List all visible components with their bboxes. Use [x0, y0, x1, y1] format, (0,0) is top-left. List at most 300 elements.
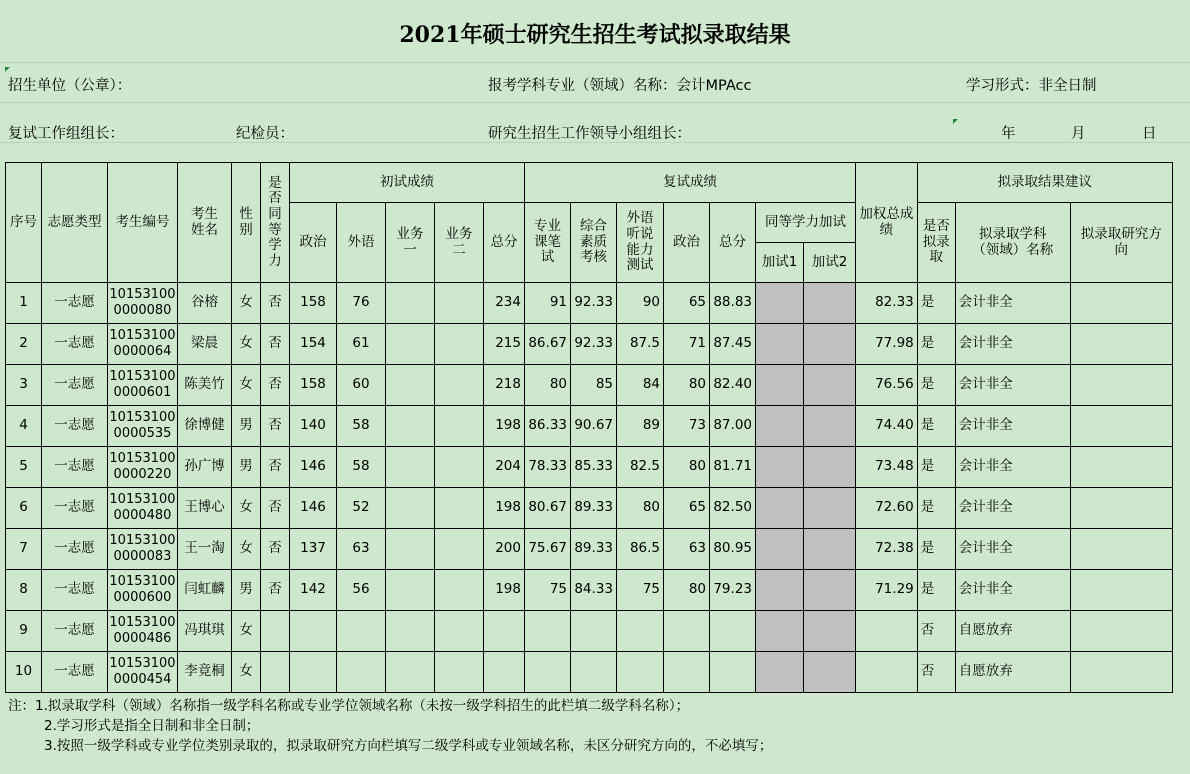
col-header-admit-major [955, 203, 1070, 283]
row-exam-id [108, 283, 178, 324]
table-row [6, 529, 1173, 570]
row-biz2 [435, 611, 484, 652]
row-retest-total: 82.50 [710, 488, 756, 529]
row-quality [571, 611, 617, 652]
col-header-biz2-text: 业务二 [445, 225, 473, 258]
row-weighted: 76.56 [856, 365, 918, 406]
exam-id-part-2: 0000083 [113, 549, 172, 564]
col-header-quality [571, 203, 617, 283]
row-written [525, 652, 571, 693]
table-row [6, 406, 1173, 447]
row-add2 [804, 611, 856, 652]
row-type: 一志愿 [42, 365, 108, 406]
row-written: 80 [525, 365, 571, 406]
row-total [484, 652, 525, 693]
row-politics: 158 [290, 283, 337, 324]
row-no: 4 [6, 406, 42, 447]
exam-id-part-2: 0000601 [113, 385, 172, 400]
row-admit-direction [1070, 406, 1172, 447]
table-row [6, 570, 1173, 611]
row-politics: 137 [290, 529, 337, 570]
row-equiv: 否 [261, 488, 290, 529]
row-name: 梁晨 [178, 324, 232, 365]
row-equiv: 否 [261, 283, 290, 324]
row-written: 86.33 [525, 406, 571, 447]
row-admit: 否 [917, 611, 955, 652]
row-gender: 女 [232, 488, 261, 529]
row-written: 86.67 [525, 324, 571, 365]
table-row [6, 324, 1173, 365]
sheet-gridline [0, 62, 1190, 63]
row-admit-major: 会计非全 [955, 488, 1070, 529]
row-equiv [261, 652, 290, 693]
row-gender: 女 [232, 611, 261, 652]
row-admit: 否 [917, 652, 955, 693]
row-retest-politics [664, 611, 710, 652]
row-admit: 是 [917, 488, 955, 529]
row-retest-total: 81.71 [710, 447, 756, 488]
col-header-politics: 政治 [290, 203, 337, 283]
col-header-retest-total: 总分 [710, 203, 756, 283]
row-listening: 90 [617, 283, 664, 324]
exam-id-part-1: 10153100 [109, 492, 176, 508]
row-admit-major: 自愿放弃 [955, 652, 1070, 693]
row-gender: 女 [232, 529, 261, 570]
row-listening: 80 [617, 488, 664, 529]
row-biz1 [386, 611, 435, 652]
row-retest-total: 79.23 [710, 570, 756, 611]
row-foreign: 56 [337, 570, 386, 611]
col-header-admit [917, 203, 955, 283]
row-total: 218 [484, 365, 525, 406]
row-admit-major: 会计非全 [955, 283, 1070, 324]
col-header-exam-id: 考生编号 [108, 163, 178, 283]
row-biz1 [386, 529, 435, 570]
col-header-name-text: 考生姓名 [191, 205, 218, 238]
row-admit-direction [1070, 283, 1172, 324]
row-add2 [804, 652, 856, 693]
row-weighted: 71.29 [856, 570, 918, 611]
exam-id-part-1: 10153100 [109, 328, 176, 344]
row-add1 [756, 570, 804, 611]
row-politics: 146 [290, 488, 337, 529]
col-header-listening-text: 外语听说能力测试 [626, 210, 654, 274]
exam-id-part-1: 10153100 [109, 615, 176, 631]
row-listening: 87.5 [617, 324, 664, 365]
exam-id-part-1: 10153100 [109, 574, 176, 590]
row-retest-politics: 80 [664, 447, 710, 488]
row-written [525, 611, 571, 652]
row-admit: 是 [917, 570, 955, 611]
row-retest-total [710, 611, 756, 652]
col-header-weighted-text: 加权总成绩 [859, 205, 914, 238]
row-name: 王博心 [178, 488, 232, 529]
row-exam-id [108, 570, 178, 611]
row-name: 徐博健 [178, 406, 232, 447]
row-exam-id [108, 365, 178, 406]
row-equiv [261, 611, 290, 652]
col-header-written-text: 专业课笔试 [534, 218, 561, 266]
row-politics: 154 [290, 324, 337, 365]
row-equiv: 否 [261, 447, 290, 488]
col-header-retest-politics: 政治 [664, 203, 710, 283]
col-group-initial: 初试成绩 [290, 163, 525, 203]
row-no: 2 [6, 324, 42, 365]
row-no: 1 [6, 283, 42, 324]
row-total: 215 [484, 324, 525, 365]
row-no: 8 [6, 570, 42, 611]
row-gender: 女 [232, 324, 261, 365]
row-listening: 84 [617, 365, 664, 406]
row-quality [571, 652, 617, 693]
row-admit-direction [1070, 447, 1172, 488]
row-retest-total: 80.95 [710, 529, 756, 570]
row-listening: 89 [617, 406, 664, 447]
panel-leader-label: 复试工作组组长： [8, 126, 124, 142]
row-type: 一志愿 [42, 324, 108, 365]
table-row [6, 283, 1173, 324]
row-type: 一志愿 [42, 611, 108, 652]
row-admit-major: 会计非全 [955, 529, 1070, 570]
row-admit-direction [1070, 324, 1172, 365]
col-header-equiv [261, 163, 290, 283]
row-listening: 75 [617, 570, 664, 611]
col-header-biz2 [435, 203, 484, 283]
row-weighted: 82.33 [856, 283, 918, 324]
row-name: 孙广博 [178, 447, 232, 488]
exam-id-part-1: 10153100 [109, 451, 176, 467]
row-quality: 84.33 [571, 570, 617, 611]
row-politics [290, 652, 337, 693]
row-retest-total: 82.40 [710, 365, 756, 406]
col-header-type: 志愿类型 [42, 163, 108, 283]
row-biz1 [386, 283, 435, 324]
row-name: 闫虹麟 [178, 570, 232, 611]
row-type: 一志愿 [42, 283, 108, 324]
row-written: 75.67 [525, 529, 571, 570]
col-header-add2: 加试2 [804, 243, 856, 283]
col-header-no: 序号 [6, 163, 42, 283]
row-gender: 男 [232, 406, 261, 447]
col-header-biz1 [386, 203, 435, 283]
row-add2 [804, 406, 856, 447]
row-type: 一志愿 [42, 652, 108, 693]
col-header-admit-text: 是否拟录取 [922, 218, 950, 266]
col-header-equiv-text: 是否同等学力 [268, 174, 282, 269]
row-written: 75 [525, 570, 571, 611]
row-exam-id [108, 447, 178, 488]
row-admit-major: 会计非全 [955, 406, 1070, 447]
col-header-quality-text: 综合素质考核 [580, 218, 607, 266]
row-no: 7 [6, 529, 42, 570]
row-add1 [756, 324, 804, 365]
row-foreign [337, 611, 386, 652]
row-equiv: 否 [261, 365, 290, 406]
row-biz2 [435, 488, 484, 529]
row-add2 [804, 529, 856, 570]
exam-id-part-2: 0000454 [113, 672, 172, 687]
row-foreign [337, 652, 386, 693]
row-foreign: 52 [337, 488, 386, 529]
row-retest-total [710, 652, 756, 693]
row-gender: 女 [232, 652, 261, 693]
row-add2 [804, 283, 856, 324]
row-biz1 [386, 652, 435, 693]
row-retest-politics [664, 652, 710, 693]
row-add1 [756, 529, 804, 570]
row-gender: 女 [232, 365, 261, 406]
row-biz2 [435, 406, 484, 447]
row-no: 10 [6, 652, 42, 693]
row-weighted: 74.40 [856, 406, 918, 447]
table-row [6, 365, 1173, 406]
row-admit-major: 会计非全 [955, 365, 1070, 406]
exam-id-part-2: 0000080 [113, 303, 172, 318]
exam-id-part-1: 10153100 [109, 369, 176, 385]
row-type: 一志愿 [42, 447, 108, 488]
row-name: 陈美竹 [178, 365, 232, 406]
row-total: 234 [484, 283, 525, 324]
page-title: 2021年硕士研究生招生考试拟录取结果 [399, 22, 791, 48]
row-weighted: 72.38 [856, 529, 918, 570]
row-retest-total: 87.00 [710, 406, 756, 447]
study-form-label: 学习形式：非全日制 [966, 78, 1097, 94]
row-total: 198 [484, 570, 525, 611]
exam-id-part-1: 10153100 [109, 656, 176, 672]
exam-id-part-2: 0000064 [113, 344, 172, 359]
col-header-foreign: 外语 [337, 203, 386, 283]
row-admit: 是 [917, 447, 955, 488]
row-biz2 [435, 529, 484, 570]
row-add1 [756, 488, 804, 529]
row-weighted: 72.60 [856, 488, 918, 529]
row-biz1 [386, 365, 435, 406]
row-listening: 82.5 [617, 447, 664, 488]
row-biz2 [435, 324, 484, 365]
row-exam-id [108, 406, 178, 447]
table-row [6, 488, 1173, 529]
col-group-equiv-add: 同等学力加试 [756, 203, 856, 243]
month-label: 月 [1071, 126, 1086, 142]
exam-id-part-2: 0000600 [113, 590, 172, 605]
col-header-admit-direction [1070, 203, 1172, 283]
row-add1 [756, 652, 804, 693]
col-header-weighted [856, 163, 918, 283]
row-politics: 158 [290, 365, 337, 406]
col-header-gender [232, 163, 261, 283]
col-header-admit-direction-text: 拟录取研究方向 [1080, 225, 1162, 258]
row-type: 一志愿 [42, 406, 108, 447]
row-add2 [804, 324, 856, 365]
row-gender: 男 [232, 447, 261, 488]
row-total [484, 611, 525, 652]
row-name: 冯琪琪 [178, 611, 232, 652]
year-label: 年 [1001, 126, 1016, 142]
row-total: 204 [484, 447, 525, 488]
col-header-listening [617, 203, 664, 283]
col-header-name [178, 163, 232, 283]
row-exam-id [108, 488, 178, 529]
row-total: 198 [484, 488, 525, 529]
row-quality: 92.33 [571, 283, 617, 324]
row-quality: 85.33 [571, 447, 617, 488]
row-exam-id [108, 652, 178, 693]
row-foreign: 63 [337, 529, 386, 570]
note-3: 3.按照一级学科或专业学位类别录取的，拟录取研究方向栏填写二级学科或专业领域名称，未区分研究方向的，不必填写； [44, 738, 773, 754]
row-retest-politics: 65 [664, 488, 710, 529]
row-admit-direction [1070, 365, 1172, 406]
row-written: 78.33 [525, 447, 571, 488]
row-weighted: 73.48 [856, 447, 918, 488]
exam-id-part-2: 0000486 [113, 631, 172, 646]
table-row [6, 611, 1173, 652]
col-header-total: 总分 [484, 203, 525, 283]
row-name: 谷榕 [178, 283, 232, 324]
row-biz1 [386, 488, 435, 529]
row-admit: 是 [917, 365, 955, 406]
row-weighted [856, 611, 918, 652]
col-header-written [525, 203, 571, 283]
row-retest-politics: 65 [664, 283, 710, 324]
exam-id-part-2: 0000480 [113, 508, 172, 523]
row-biz1 [386, 324, 435, 365]
inspector-label: 纪检员： [236, 126, 294, 142]
exam-id-part-2: 0000535 [113, 426, 172, 441]
col-header-gender-text: 性别 [239, 205, 253, 238]
row-admit: 是 [917, 324, 955, 365]
row-add1 [756, 406, 804, 447]
row-written: 91 [525, 283, 571, 324]
row-admit-direction [1070, 529, 1172, 570]
row-quality: 89.33 [571, 488, 617, 529]
row-retest-politics: 80 [664, 570, 710, 611]
row-name: 王一淘 [178, 529, 232, 570]
row-no: 9 [6, 611, 42, 652]
row-quality: 92.33 [571, 324, 617, 365]
sheet-gridline [0, 102, 1190, 103]
row-add1 [756, 283, 804, 324]
row-biz2 [435, 447, 484, 488]
row-total: 198 [484, 406, 525, 447]
major-label: 报考学科专业（领域）名称：会计MPAcc [488, 78, 752, 94]
row-retest-politics: 73 [664, 406, 710, 447]
note-2: 2.学习形式是指全日制和非全日制； [44, 718, 260, 734]
row-admit-direction [1070, 652, 1172, 693]
row-total: 200 [484, 529, 525, 570]
row-politics: 146 [290, 447, 337, 488]
row-no: 5 [6, 447, 42, 488]
row-listening [617, 611, 664, 652]
row-retest-politics: 80 [664, 365, 710, 406]
header-row-1 [6, 163, 1173, 203]
row-biz1 [386, 570, 435, 611]
row-gender: 女 [232, 283, 261, 324]
col-group-suggest: 拟录取结果建议 [917, 163, 1172, 203]
row-type: 一志愿 [42, 529, 108, 570]
row-quality: 90.67 [571, 406, 617, 447]
row-foreign: 76 [337, 283, 386, 324]
row-written: 80.67 [525, 488, 571, 529]
admission-table [5, 162, 1173, 693]
col-header-biz1-text: 业务一 [396, 225, 424, 258]
note-1: 注：1.拟录取学科（领域）名称指一级学科名称或专业学位领域名称（未按一级学科招生的此栏填二级学科名称）； [8, 698, 690, 714]
row-admit-direction [1070, 611, 1172, 652]
row-exam-id [108, 611, 178, 652]
row-weighted [856, 652, 918, 693]
row-politics: 140 [290, 406, 337, 447]
col-group-retest: 复试成绩 [525, 163, 856, 203]
row-biz2 [435, 652, 484, 693]
exam-id-part-2: 0000220 [113, 467, 172, 482]
row-biz2 [435, 365, 484, 406]
table-row [6, 447, 1173, 488]
row-type: 一志愿 [42, 488, 108, 529]
row-equiv: 否 [261, 570, 290, 611]
row-equiv: 否 [261, 324, 290, 365]
row-listening [617, 652, 664, 693]
row-listening: 86.5 [617, 529, 664, 570]
row-foreign: 60 [337, 365, 386, 406]
row-retest-politics: 71 [664, 324, 710, 365]
day-label: 日 [1142, 126, 1157, 142]
row-quality: 89.33 [571, 529, 617, 570]
row-biz1 [386, 406, 435, 447]
notes [8, 696, 772, 756]
row-add2 [804, 488, 856, 529]
row-add2 [804, 447, 856, 488]
row-quality: 85 [571, 365, 617, 406]
row-retest-politics: 63 [664, 529, 710, 570]
row-equiv: 否 [261, 406, 290, 447]
row-biz1 [386, 447, 435, 488]
col-header-add1: 加试1 [756, 243, 804, 283]
row-no: 3 [6, 365, 42, 406]
row-add2 [804, 365, 856, 406]
row-foreign: 58 [337, 406, 386, 447]
row-add1 [756, 611, 804, 652]
row-exam-id [108, 529, 178, 570]
col-header-admit-major-text: 拟录取学科（领域）名称 [972, 225, 1054, 258]
row-retest-total: 87.45 [710, 324, 756, 365]
cell-comment-marker [5, 67, 10, 72]
row-admit-major: 自愿放弃 [955, 611, 1070, 652]
row-admit-direction [1070, 488, 1172, 529]
row-biz2 [435, 570, 484, 611]
row-politics [290, 611, 337, 652]
row-add2 [804, 570, 856, 611]
table-row [6, 652, 1173, 693]
row-exam-id [108, 324, 178, 365]
row-add1 [756, 365, 804, 406]
row-admit-major: 会计非全 [955, 324, 1070, 365]
row-name: 李竟桐 [178, 652, 232, 693]
row-equiv: 否 [261, 529, 290, 570]
row-retest-total: 88.83 [710, 283, 756, 324]
row-gender: 男 [232, 570, 261, 611]
row-admit: 是 [917, 529, 955, 570]
row-add1 [756, 447, 804, 488]
row-admit: 是 [917, 406, 955, 447]
exam-id-part-1: 10153100 [109, 410, 176, 426]
group-leader-label: 研究生招生工作领导小组组长： [488, 126, 691, 142]
cell-comment-marker [953, 119, 958, 124]
row-weighted: 77.98 [856, 324, 918, 365]
row-foreign: 58 [337, 447, 386, 488]
unit-label: 招生单位（公章）： [8, 78, 132, 94]
row-politics: 142 [290, 570, 337, 611]
row-admit-direction [1070, 570, 1172, 611]
exam-id-part-1: 10153100 [109, 287, 176, 303]
